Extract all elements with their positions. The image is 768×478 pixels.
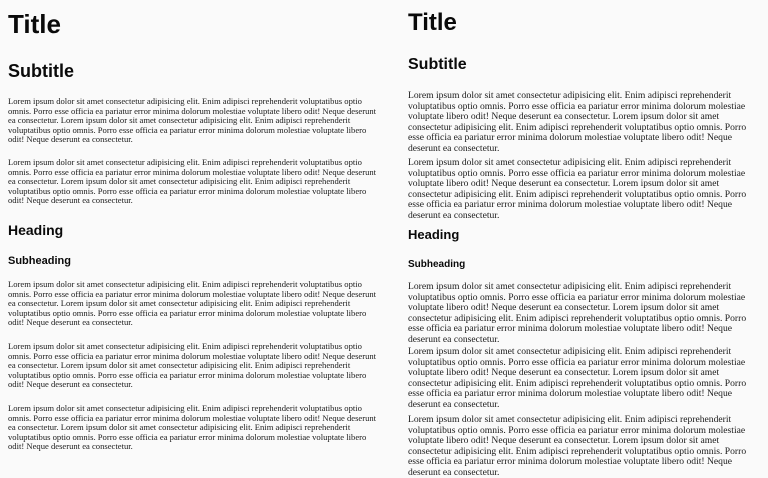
right-column	[408, 0, 762, 478]
paragraph: Lorem ipsum dolor sit amet consectetur adipisicing elit. Enim adipisci reprehenderit voluptatibus optio omnis. Porro esse officia ea pariatur error minima dolorum molestiae voluptate libero odit! Neque deserunt ea consectetur. Lorem ipsum dolor sit amet consectetur adipisicing elit. Enim adipisci reprehenderit voluptatibus optio omnis. Porro esse officia ea pariatur error minima dolorum molestiae voluptate libero odit! Neque deserunt ea consectetur.	[408, 90, 747, 154]
page-title: Title	[8, 9, 61, 39]
paragraph: Lorem ipsum dolor sit amet consectetur adipisicing elit. Enim adipisci reprehenderit voluptatibus optio omnis. Porro esse officia ea pariatur error minima dolorum molestiae voluptate libero odit! Neque deserunt ea consectetur. Lorem ipsum dolor sit amet consectetur adipisicing elit. Enim adipisci reprehenderit voluptatibus optio omnis. Porro esse officia ea pariatur error minima dolorum molestiae voluptate libero odit! Neque deserunt ea consectetur.	[8, 279, 377, 328]
section-subheading: Subheading	[8, 255, 71, 267]
page-subtitle: Subtitle	[8, 61, 74, 81]
paragraph: Lorem ipsum dolor sit amet consectetur adipisicing elit. Enim adipisci reprehenderit voluptatibus optio omnis. Porro esse officia ea pariatur error minima dolorum molestiae voluptate libero odit! Neque deserunt ea consectetur. Lorem ipsum dolor sit amet consectetur adipisicing elit. Enim adipisci reprehenderit voluptatibus optio omnis. Porro esse officia ea pariatur error minima dolorum molestiae voluptate libero odit! Neque deserunt ea consectetur.	[8, 341, 377, 390]
paragraph: Lorem ipsum dolor sit amet consectetur adipisicing elit. Enim adipisci reprehenderit voluptatibus optio omnis. Porro esse officia ea pariatur error minima dolorum molestiae voluptate libero odit! Neque deserunt ea consectetur. Lorem ipsum dolor sit amet consectetur adipisicing elit. Enim adipisci reprehenderit voluptatibus optio omnis. Porro esse officia ea pariatur error minima dolorum molestiae voluptate libero odit! Neque deserunt ea consectetur.	[408, 157, 747, 221]
page-title: Title	[408, 9, 457, 36]
left-column	[8, 0, 380, 478]
page-subtitle: Subtitle	[408, 56, 467, 73]
section-heading: Heading	[8, 222, 64, 238]
section-subheading: Subheading	[408, 259, 466, 270]
paragraph: Lorem ipsum dolor sit amet consectetur adipisicing elit. Enim adipisci reprehenderit voluptatibus optio omnis. Porro esse officia ea pariatur error minima dolorum molestiae voluptate libero odit! Neque deserunt ea consectetur. Lorem ipsum dolor sit amet consectetur adipisicing elit. Enim adipisci reprehenderit voluptatibus optio omnis. Porro esse officia ea pariatur error minima dolorum molestiae voluptate libero odit! Neque deserunt ea consectetur.	[8, 403, 377, 452]
section-heading: Heading	[408, 227, 460, 242]
paragraph: Lorem ipsum dolor sit amet consectetur adipisicing elit. Enim adipisci reprehenderit voluptatibus optio omnis. Porro esse officia ea pariatur error minima dolorum molestiae voluptate libero odit! Neque deserunt ea consectetur. Lorem ipsum dolor sit amet consectetur adipisicing elit. Enim adipisci reprehenderit voluptatibus optio omnis. Porro esse officia ea pariatur error minima dolorum molestiae voluptate libero odit! Neque deserunt ea consectetur.	[8, 96, 377, 145]
paragraph: Lorem ipsum dolor sit amet consectetur adipisicing elit. Enim adipisci reprehenderit voluptatibus optio omnis. Porro esse officia ea pariatur error minima dolorum molestiae voluptate libero odit! Neque deserunt ea consectetur. Lorem ipsum dolor sit amet consectetur adipisicing elit. Enim adipisci reprehenderit voluptatibus optio omnis. Porro esse officia ea pariatur error minima dolorum molestiae voluptate libero odit! Neque deserunt ea consectetur.	[408, 281, 747, 345]
paragraph: Lorem ipsum dolor sit amet consectetur adipisicing elit. Enim adipisci reprehenderit voluptatibus optio omnis. Porro esse officia ea pariatur error minima dolorum molestiae voluptate libero odit! Neque deserunt ea consectetur. Lorem ipsum dolor sit amet consectetur adipisicing elit. Enim adipisci reprehenderit voluptatibus optio omnis. Porro esse officia ea pariatur error minima dolorum molestiae voluptate libero odit! Neque deserunt ea consectetur.	[408, 346, 747, 410]
paragraph: Lorem ipsum dolor sit amet consectetur adipisicing elit. Enim adipisci reprehenderit voluptatibus optio omnis. Porro esse officia ea pariatur error minima dolorum molestiae voluptate libero odit! Neque deserunt ea consectetur. Lorem ipsum dolor sit amet consectetur adipisicing elit. Enim adipisci reprehenderit voluptatibus optio omnis. Porro esse officia ea pariatur error minima dolorum molestiae voluptate libero odit! Neque deserunt ea consectetur.	[408, 414, 747, 478]
paragraph: Lorem ipsum dolor sit amet consectetur adipisicing elit. Enim adipisci reprehenderit voluptatibus optio omnis. Porro esse officia ea pariatur error minima dolorum molestiae voluptate libero odit! Neque deserunt ea consectetur. Lorem ipsum dolor sit amet consectetur adipisicing elit. Enim adipisci reprehenderit voluptatibus optio omnis. Porro esse officia ea pariatur error minima dolorum molestiae voluptate libero odit! Neque deserunt ea consectetur.	[8, 157, 377, 206]
